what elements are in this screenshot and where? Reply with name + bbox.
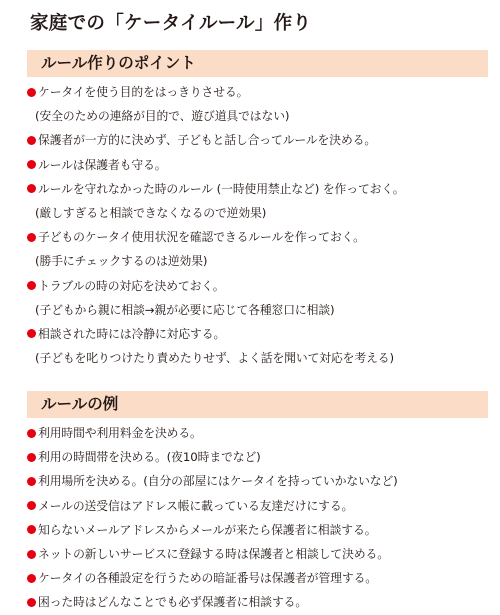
list-item: [27, 80, 497, 104]
list-item-text: ケータイを使う目的をはっきりさせる。: [38, 85, 249, 99]
list-item-text: トラブルの時の対応を決めておく。: [38, 278, 225, 293]
list-item-text: ネットの新しいサービスに登録する時は保護者と相談して決める。: [38, 546, 389, 561]
list-item-text: メールの送受信はアドレス帳に載っている友達だけにする。: [38, 498, 354, 513]
list-item-text: 利用場所を決める。(自分の部屋にはケータイを持っていかないなど): [38, 474, 398, 489]
bullet-dot-icon: [27, 88, 36, 97]
bullet-dot-icon: [27, 477, 36, 486]
bullet-dot-icon: [27, 281, 36, 290]
list-item: [27, 542, 497, 566]
bullet-dot-icon: [27, 501, 36, 510]
list-item: [27, 590, 497, 614]
list-item: [27, 177, 497, 201]
list-item: [27, 153, 497, 177]
bullet-dot-icon: [27, 136, 36, 145]
list-item-note: (安全のための連絡が目的で、遊び道具ではない): [35, 109, 290, 124]
bullet-dot-icon: [27, 525, 36, 534]
points-list: [27, 80, 497, 370]
examples-list: [27, 421, 497, 615]
list-item: [27, 469, 497, 493]
list-item: [27, 128, 497, 152]
list-item: [27, 274, 497, 298]
bullet-dot-icon: [27, 233, 36, 242]
list-item-text: 保護者が一方的に決めず、子どもと話し合ってルールを決める。: [38, 133, 377, 148]
list-item-note: (厳しすぎると相談できなくなるので逆効果): [35, 205, 267, 220]
bullet-dot-icon: [27, 550, 36, 559]
list-item-note: (勝手にチェックするのは逆効果): [35, 254, 208, 269]
list-item: [27, 518, 497, 542]
bullet-dot-icon: [27, 160, 36, 169]
bullet-dot-icon: [27, 184, 36, 193]
list-item-text: ルールは保護者も守る。: [38, 157, 167, 172]
list-item-text: 利用時間や利用料金を決める。: [38, 426, 202, 440]
list-item: [27, 445, 497, 469]
list-item-text: 子どものケータイ使用状況を確認できるルールを作っておく。: [38, 230, 365, 245]
list-item-text: 困った時はどんなことでも必ず保護者に相談する。: [38, 595, 308, 610]
list-item: [27, 494, 497, 518]
list-item-note: (子どもから親に相談→親が必要に応じて各種窓口に相談): [35, 302, 335, 317]
list-item: [27, 225, 497, 249]
list-item-text: 知らないメールアドレスからメールが来たら保護者に相談する。: [38, 522, 377, 537]
list-item: [27, 322, 497, 346]
list-item-note: (子どもを叱りつけたり責めたりせず、よく話を聞いて対応を考える): [35, 351, 394, 366]
list-item-text: 相談された時には冷静に対応する。: [38, 326, 226, 341]
bullet-dot-icon: [27, 329, 36, 338]
list-item-text: ルールを守れなかった時のルール (一時使用禁止など) を作っておく。: [38, 181, 405, 196]
section-header-points: ルール作りのポイント: [27, 50, 488, 77]
bullet-dot-icon: [27, 453, 36, 462]
bullet-dot-icon: [27, 429, 36, 438]
section-header-examples: ルールの例: [27, 391, 488, 418]
bullet-dot-icon: [27, 574, 36, 583]
list-item-text: 利用の時間帯を決める。(夜10時までなど): [38, 450, 261, 465]
page-title: 家庭での「ケータイルール」作り: [30, 13, 312, 34]
list-item: [27, 421, 497, 445]
list-item-text: ケータイの各種設定を行うための暗証番号は保護者が管理する。: [38, 571, 377, 586]
list-item: [27, 566, 497, 590]
bullet-dot-icon: [27, 598, 36, 607]
